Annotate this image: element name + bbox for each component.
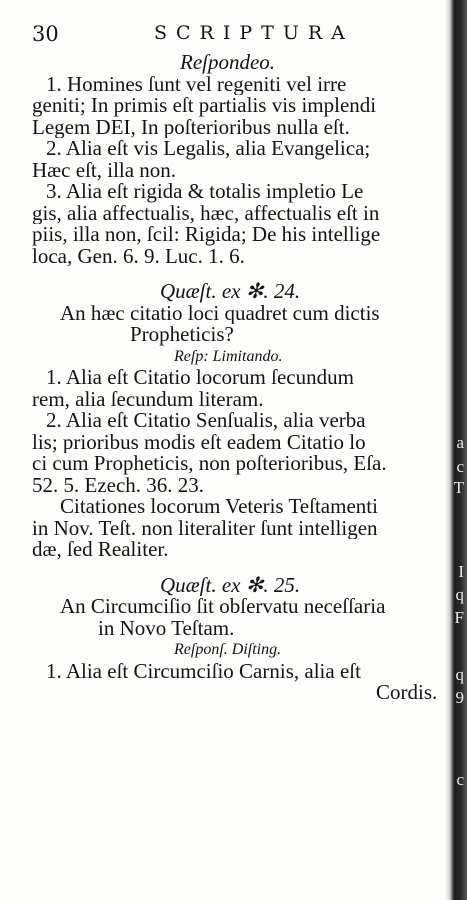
spacer [32, 561, 450, 575]
text-line: An Circumciſio ſit obſervatu neceſſaria [60, 596, 386, 618]
facing-page-char: a [456, 433, 464, 452]
section-heading: Quæſt. ex ✻. 24. [160, 281, 301, 303]
body-text [32, 52, 450, 704]
text-line: loca, Gen. 6. 9. Luc. 1. 6. [32, 245, 245, 267]
facing-page-char: c [456, 457, 464, 476]
text-line: ci cum Propheticis, non poſterioribus, Eſa. [32, 453, 387, 475]
text-line: dæ, ſed Realiter. [32, 539, 169, 561]
facing-page-char: I [458, 562, 464, 581]
text-line: piis, illa non, ſcil: Rigida; De his intellige [32, 224, 381, 246]
facing-page-char: c [456, 770, 464, 789]
running-head: SCRIPTURA [154, 22, 354, 44]
response-heading: Reſp: Limitando. [174, 347, 283, 365]
text-line: 1. Homines ſunt vel regeniti vel irre [46, 73, 347, 95]
text-line: rem, alia ſecundum literam. [32, 388, 264, 410]
facing-page-char: 9 [455, 688, 464, 707]
text-line: Propheticis? [130, 324, 234, 346]
text-line: Cordis. [376, 682, 438, 704]
page-header [32, 22, 442, 48]
page-number: 30 [32, 22, 59, 46]
text-line: lis; prioribus modis eſt eadem Citatio lo [32, 431, 366, 453]
book-gutter [445, 0, 467, 900]
text-line: geniti; In primis eſt partialis vis implendi [32, 95, 377, 117]
section-heading: Reſpondeo. [180, 52, 276, 74]
spacer [32, 267, 450, 281]
text-line: Legem DEI, In poſterioribus nulla eſt. [32, 116, 350, 138]
text-line: 2. Alia eſt vis Legalis, alia Evangelica; [46, 138, 371, 160]
facing-page-char: F [454, 608, 464, 627]
text-line: Citationes locorum Veteris Teſtamenti [60, 496, 378, 518]
facing-page-char: q [455, 585, 464, 604]
text-line: in Nov. Teſt. non literaliter ſunt intelligen [32, 517, 378, 539]
text-line: gis, alia affectualis, hæc, affectualis eſt in [32, 202, 380, 224]
response-heading: Reſponſ. Diſting. [174, 641, 282, 658]
section-heading: Quæſt. ex ✻. 25. [160, 574, 301, 596]
text-line: An hæc citatio loci quadret cum dictis [60, 302, 380, 324]
text-line: 1. Alia eſt Citatio locorum ſecundum [46, 367, 354, 389]
text-line: in Novo Teſtam. [98, 617, 235, 639]
facing-page-char: q [455, 665, 464, 684]
text-line: 52. 5. Ezech. 36. 23. [32, 474, 205, 496]
facing-page-char: T [453, 478, 464, 497]
text-line: 1. Alia eſt Circumciſio Carnis, alia eſt [46, 660, 361, 682]
text-line: Hæc eſt, illa non. [32, 159, 177, 181]
text-line: 3. Alia eſt rigida & totalis impletio Le [46, 181, 364, 203]
text-line: 2. Alia eſt Citatio Senſualis, alia verba [46, 410, 366, 432]
